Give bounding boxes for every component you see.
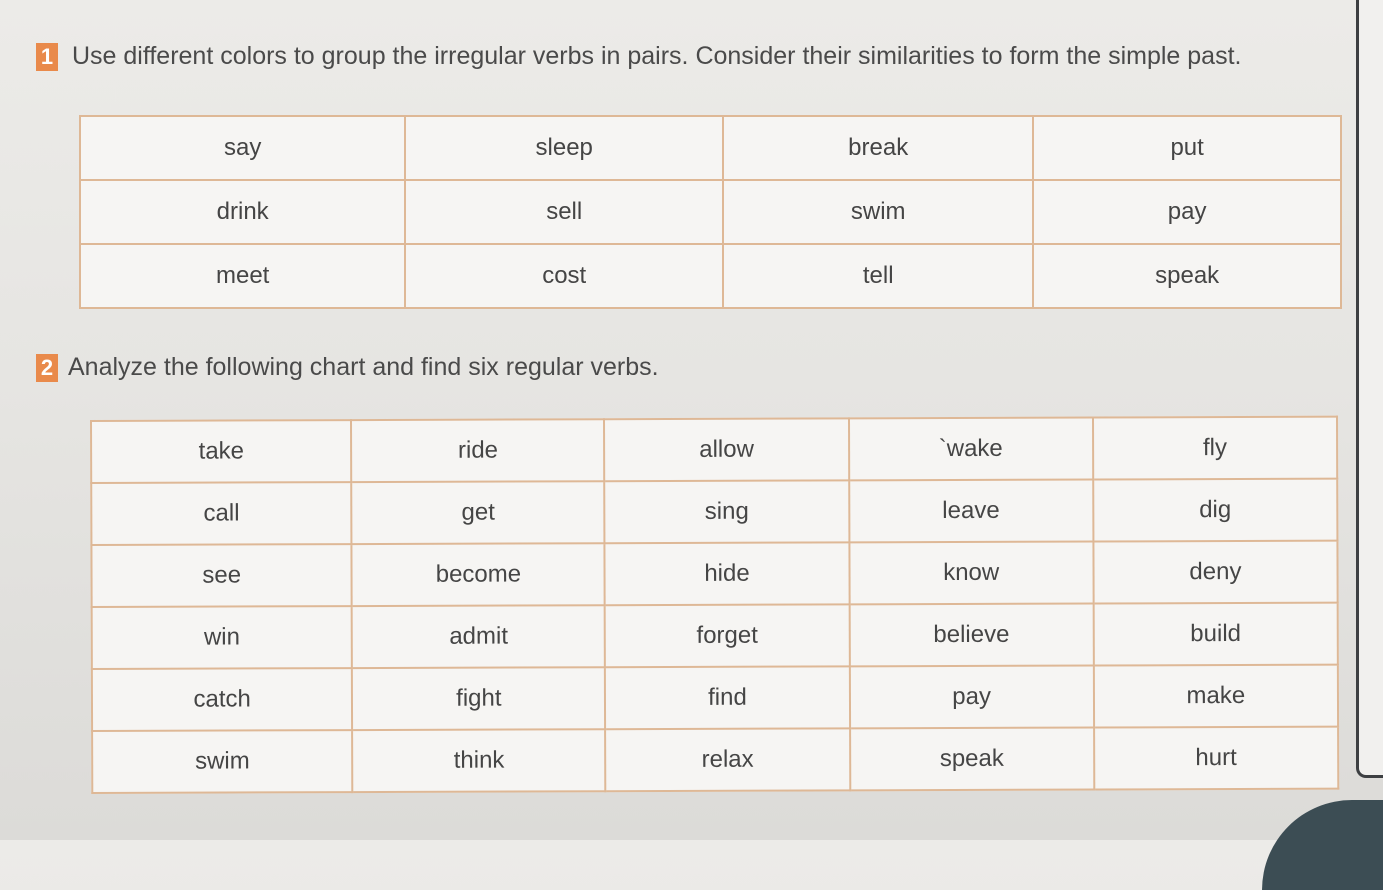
verb-cell[interactable]: say [80,116,405,180]
verb-cell[interactable]: call [91,482,352,545]
verb-cell[interactable]: sleep [405,116,723,180]
verb-cell[interactable]: take [91,420,352,483]
verb-cell[interactable]: drink [80,180,405,244]
verb-cell[interactable]: put [1033,116,1341,180]
table-row [80,116,1341,180]
table-row [92,727,1338,793]
exercise-1-verb-table [79,115,1342,309]
verb-cell[interactable]: find [605,666,849,729]
verb-cell[interactable]: leave [849,479,1093,542]
verb-cell[interactable]: see [91,544,352,607]
verb-cell[interactable]: know [849,541,1093,604]
verb-cell[interactable]: believe [849,603,1093,666]
verb-cell[interactable]: sing [605,480,849,543]
exercise-2-verb-chart [90,416,1339,794]
table-row [91,479,1337,545]
verb-cell[interactable]: speak [850,727,1094,790]
verb-cell[interactable]: deny [1093,541,1337,604]
exercise-1-instruction-text: Use different colors to group the irregular verbs in pairs. Consider their similarities to form the simple past. [72,42,1242,70]
table-row [92,665,1338,731]
verb-cell[interactable]: allow [604,418,848,481]
verb-cell[interactable]: win [92,606,353,669]
verb-cell[interactable]: ride [351,419,604,482]
exercise-1-number-badge: 1 [36,43,58,71]
page-edge [1356,0,1383,778]
verb-cell[interactable]: dig [1093,479,1337,542]
exercise-1-instruction [36,42,1241,71]
table-row [92,603,1338,669]
verb-cell[interactable]: forget [605,604,849,667]
verb-cell[interactable]: swim [92,730,353,793]
verb-cell[interactable]: tell [723,244,1033,308]
verb-cell[interactable]: hurt [1094,727,1338,790]
table-row [91,417,1337,483]
verb-cell[interactable]: sell [405,180,723,244]
verb-cell[interactable]: swim [723,180,1033,244]
table-row [91,541,1337,607]
verb-cell[interactable]: `wake [849,417,1093,480]
verb-cell[interactable]: break [723,116,1033,180]
exercise-2-instruction-text: Analyze the following chart and find six regular verbs. [68,353,659,381]
verb-cell[interactable]: fly [1093,417,1337,480]
verb-cell[interactable]: think [352,729,605,792]
verb-cell[interactable]: pay [1033,180,1341,244]
verb-cell[interactable]: meet [80,244,405,308]
table-row [80,180,1341,244]
verb-cell[interactable]: speak [1033,244,1341,308]
verb-cell[interactable]: make [1094,665,1338,728]
verb-cell[interactable]: catch [92,668,353,731]
verb-cell[interactable]: relax [605,728,849,791]
table-row [80,244,1341,308]
exercise-2-number-badge: 2 [36,354,58,382]
exercise-2-instruction [36,353,659,382]
verb-cell[interactable]: become [352,543,605,606]
verb-cell[interactable]: pay [849,665,1093,728]
verb-cell[interactable]: build [1093,603,1337,666]
verb-cell[interactable]: admit [352,605,605,668]
verb-cell[interactable]: fight [352,667,605,730]
page-corner-decoration [1262,800,1383,890]
verb-cell[interactable]: hide [605,542,849,605]
verb-cell[interactable]: cost [405,244,723,308]
verb-cell[interactable]: get [352,481,605,544]
